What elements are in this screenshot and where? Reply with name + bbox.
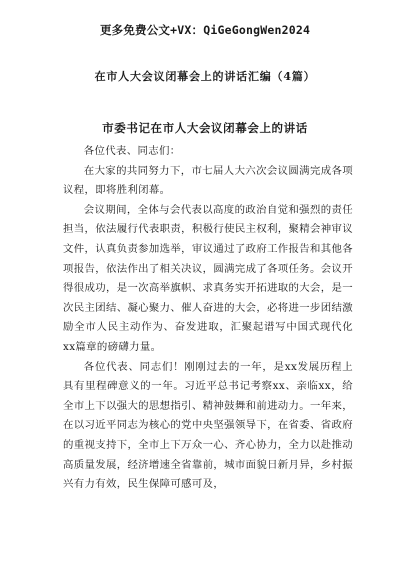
paragraph-salutation: 各位代表、同志们： (83, 145, 181, 157)
document-title: 在市人大会议闭幕会上的讲话汇编（4篇） (94, 70, 316, 83)
paragraph: 在大家的共同努力下，市七届人大六次会议圆满完成各项议程，即将胜利闭幕。 (63, 164, 353, 197)
watermark-header: 更多免费公文+VX：QiGeGongWen2024 (99, 23, 311, 37)
speech-title: 市委书记在市人大会议闭幕会上的讲话 (102, 121, 308, 135)
speech-body (63, 142, 353, 495)
paragraph: 各位代表、同志们！刚刚过去的一年，是xx发展历程上具有里程碑意义的一年。习近平总书记考察xx、亲临xx，给全市上下以强大的思想指引、精神鼓舞和前进动力。一年来，在以习近平同志为核心的党中央坚强领导下，在省委、省政府的重视支持下，全市上下万众一心、齐心协力，全力以赴推动高质量发展，经济增速全省靠前，城市面貌日新月异，乡村振兴有力有效，民生保障可感可及， (63, 360, 353, 491)
paragraph: 会议期间，全体与会代表以高度的政治自觉和强烈的责任担当，依法履行代表职责，积极行使民主权利，聚精会神审议文件，认真负责参加选举，审议通过了政府工作报告和其他各项报告，依法作出了相关决议，圆满完成了各项任务。会议开得很成功，是一次高举旗帜、求真务实开拓进取的大会，是一次民主团结、凝心聚力、催人奋进的大会，必将进一步团结激励全市人民主动作为、奋发进取，汇聚起谱写中国式现代化xx篇章的磅礴力量。 (63, 203, 353, 353)
